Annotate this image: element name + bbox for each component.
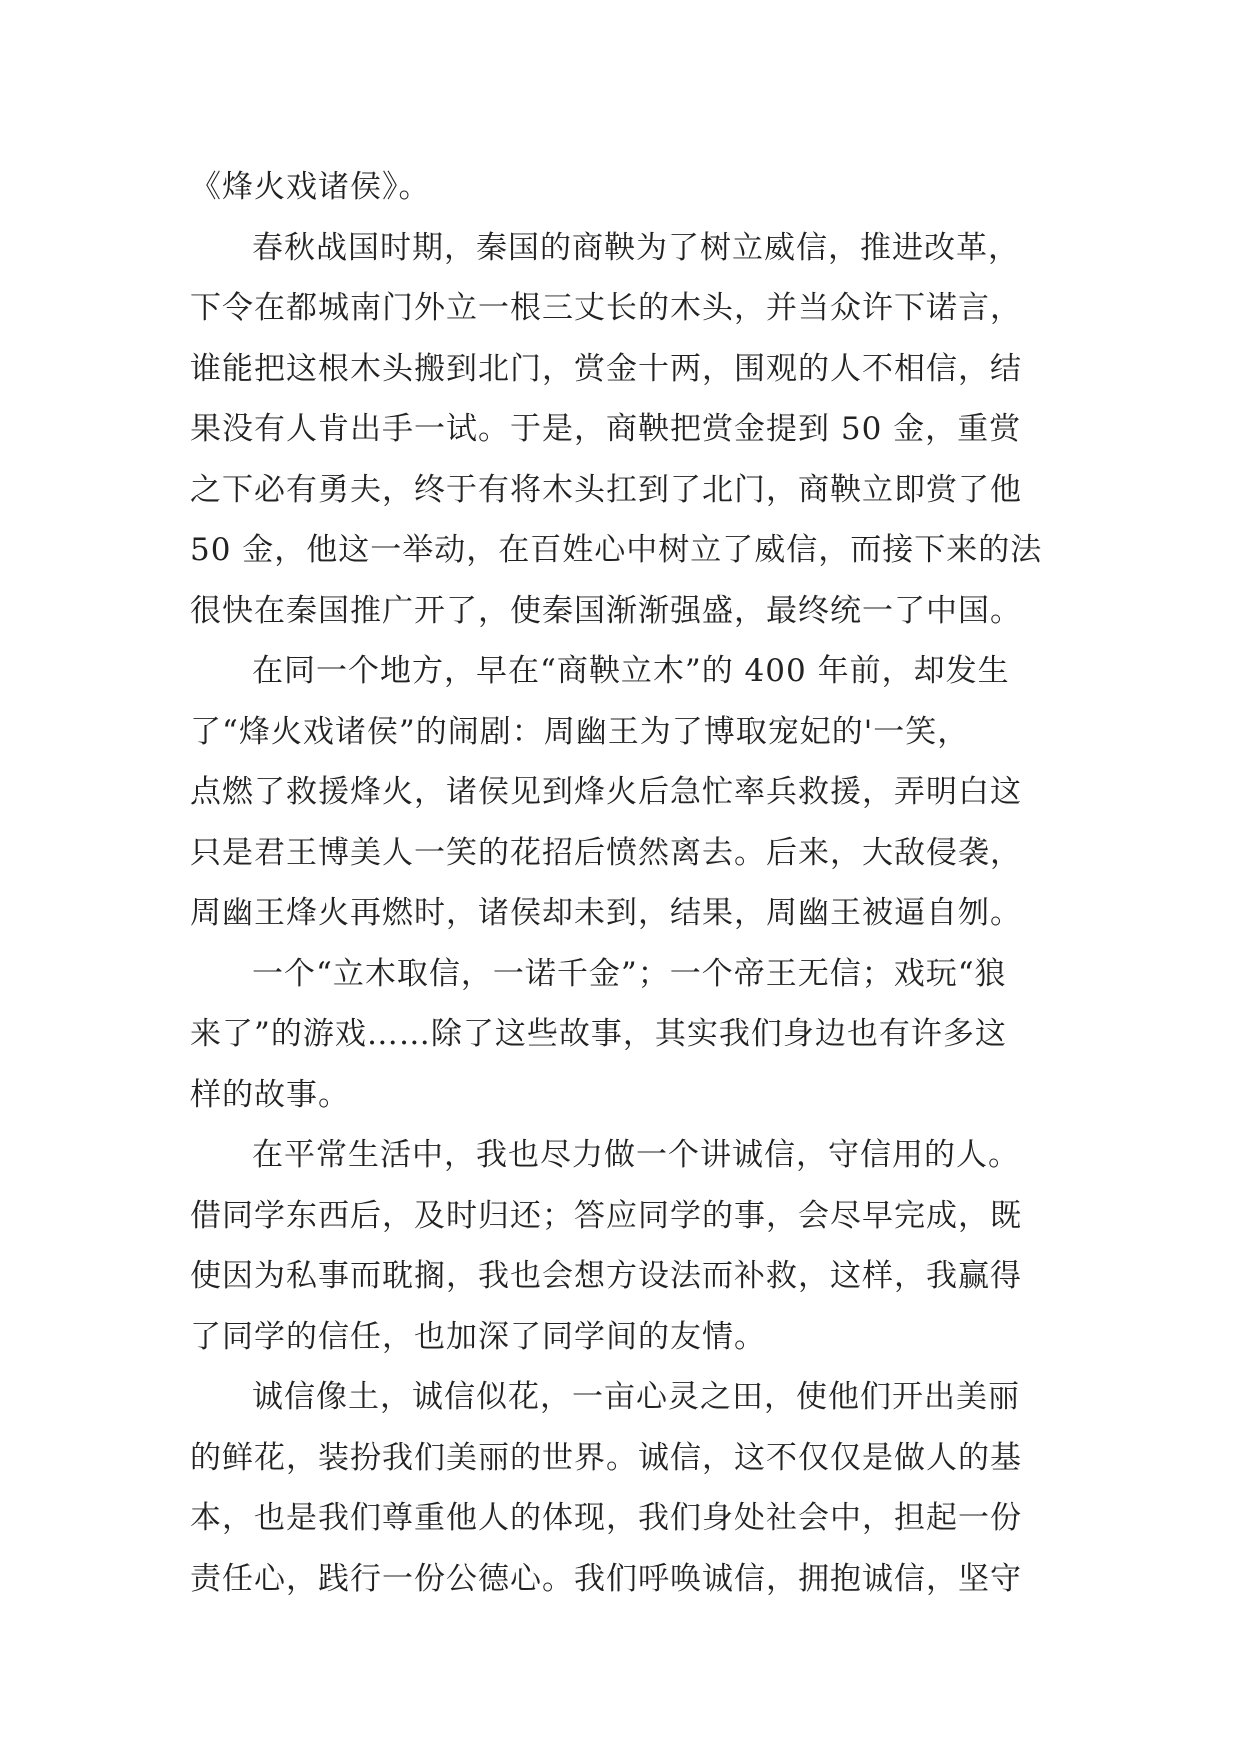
- text-line: 借同学东西后，及时归还；答应同学的事，会尽早完成，既: [190, 1197, 1022, 1234]
- text-line: 来了”的游戏……除了这些故事，其实我们身边也有许多这: [190, 1016, 1007, 1052]
- text-line: 果没有人肯出手一试。于是，商鞅把赏金提到 50 金，重赏: [190, 411, 1022, 447]
- text-line: 周幽王烽火再燃时，诸侯却未到，结果，周幽王被逼自刎。: [190, 895, 1022, 931]
- text-line: 在平常生活中，我也尽力做一个讲诚信，守信用的人。: [252, 1137, 1020, 1173]
- text-line: 诚信像土，诚信似花，一亩心灵之田，使他们开出美丽: [252, 1379, 1020, 1415]
- text-line: 春秋战国时期，秦国的商鞅为了树立威信，推进改革，: [252, 229, 1020, 266]
- text-line: 的鲜花，装扮我们美丽的世界。诚信，这不仅仅是做人的基: [190, 1439, 1022, 1476]
- document-body: [190, 157, 1080, 1609]
- text-line: 了同学的信任，也加深了同学间的友情。: [190, 1318, 766, 1355]
- text-line: 样的故事。: [190, 1076, 350, 1113]
- text-line: 在同一个地方，早在“商鞅立木”的 400 年前，却发生: [252, 653, 1010, 689]
- text-line: 了“烽火戏诸侯”的闹剧：周幽王为了博取宠妃的'一笑，: [190, 713, 970, 750]
- text-line: 点燃了救援烽火，诸侯见到烽火后急忙率兵救援，弄明白这: [190, 774, 1022, 810]
- text-line: 本，也是我们尊重他人的体现，我们身处社会中，担起一份: [190, 1500, 1022, 1536]
- text-line: 之下必有勇夫，终于有将木头扛到了北门，商鞅立即赏了他: [190, 471, 1022, 508]
- text-line: 责任心，践行一份公德心。我们呼唤诚信，拥抱诚信，坚守: [190, 1560, 1022, 1597]
- text-line: 很快在秦国推广开了，使秦国渐渐强盛，最终统一了中国。: [190, 592, 1022, 629]
- text-line: 一个“立木取信，一诺千金”；一个帝王无信；戏玩“狼: [252, 955, 1007, 992]
- text-line: 50 金，他这一举动，在百姓心中树立了威信，而接下来的法: [190, 532, 1043, 568]
- text-line: 只是君王博美人一笑的花招后愤然离去。后来，大敌侵袭，: [190, 834, 1022, 871]
- text-line: 使因为私事而耽搁，我也会想方设法而补救，这样，我赢得: [190, 1258, 1022, 1294]
- text-line: 《烽火戏诸侯》。: [190, 169, 431, 205]
- text-line: 谁能把这根木头搬到北门，赏金十两，围观的人不相信，结: [190, 350, 1022, 387]
- text-line: 下令在都城南门外立一根三丈长的木头，并当众许下诺言，: [190, 290, 1022, 326]
